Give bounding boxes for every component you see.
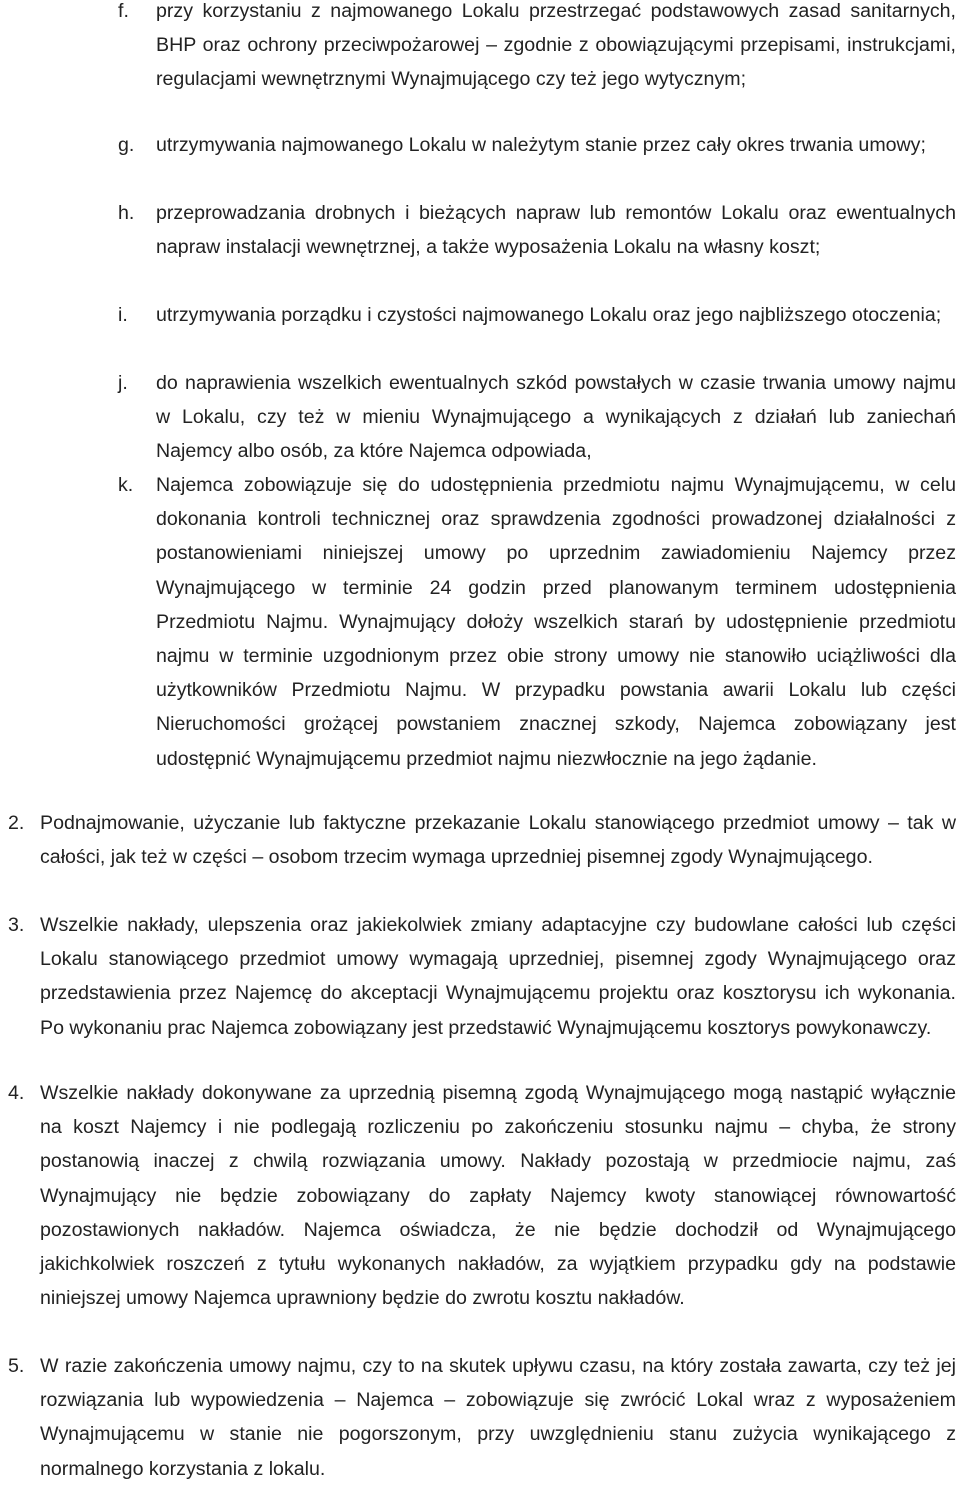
list-marker: j. xyxy=(118,372,128,394)
list-item-text: Wszelkie nakłady, ulepszenia oraz jakiekolwiek zmiany adaptacyjne czy budowlane całości lub części Lokalu stanowiącego przedmiot umowy wymagają uprzedniej, pisemnej zgody Wynajmującego oraz przedstawienia przez Najemcę do akceptacji Wynajmującemu projektu oraz kosztorysu ich wykonania. Po wykonaniu prac Najemca zobowiązany jest przedstawić Wynajmującemu kosztorys powykonawczy. xyxy=(40,914,956,1039)
list-marker: h. xyxy=(118,202,135,224)
list-item-text: przy korzystaniu z najmowanego Lokalu przestrzegać podstawowych zasad sanitarnych, BHP oraz ochrony przeciwpożarowej – zgodnie z obowiązującymi przepisami, instrukcjami, regulacjami wewnętrznymi Wynajmującego czy też jego wytycznym; xyxy=(156,0,956,91)
list-item-text: przeprowadzania drobnych i bieżących napraw lub remontów Lokalu oraz ewentualnych napraw instalacji wewnętrznej, a także wyposażenia Lokalu na własny koszt; xyxy=(156,202,956,259)
list-marker: k. xyxy=(118,474,134,496)
list-marker: 3. xyxy=(8,914,25,936)
list-item-text: utrzymywania najmowanego Lokalu w należytym stanie przez cały okres trwania umowy; xyxy=(156,134,926,156)
list-item-text: Wszelkie nakłady dokonywane za uprzednią pisemną zgodą Wynajmującego mogą nastąpić wyłącznie na koszt Najemcy i nie podlegają rozliczeniu po zakończeniu stosunku najmu – chyba, że strony postanowią inaczej z chwilą rozwiązania umowy. Nakłady pozostają w przedmiocie najmu, zaś Wynajmujący nie będzie zobowiązany do zapłaty Najemcy kwoty stanowiącej równowartość pozostawionych nakładów. Najemca oświadcza, że nie będzie dochodził od Wynajmującego jakichkolwiek roszczeń z tytułu wykonanych nakładów, za wyjątkiem przypadku gdy na podstawie niniejszej umowy Najemca uprawniony będzie do zwrotu kosztu nakładów. xyxy=(40,1082,956,1310)
list-marker: 5. xyxy=(8,1355,25,1377)
list-item-text: W razie zakończenia umowy najmu, czy to na skutek upływu czasu, na który została zawarta, czy też jej rozwiązania lub wypowiedzenia – Najemca – zobowiązuje się zwrócić Lokal wraz z wyposażeniem Wynajmującemu w stanie nie pogorszonym, przy uwzględnieniu stanu zużycia wynikającego z normalnego korzystania z lokalu. xyxy=(40,1355,956,1480)
list-item-text: utrzymywania porządku i czystości najmowanego Lokalu oraz jego najbliższego otoczenia; xyxy=(156,304,942,326)
list-item-text: Podnajmowanie, użyczanie lub faktyczne przekazanie Lokalu stanowiącego przedmiot umowy – tak w całości, jak też w części – osobom trzecim wymaga uprzedniej pisemnej zgody Wynajmującego. xyxy=(40,812,956,869)
list-marker: 4. xyxy=(8,1082,25,1104)
list-marker: f. xyxy=(118,0,129,22)
list-marker: g. xyxy=(118,134,135,156)
list-marker: i. xyxy=(118,304,128,326)
list-item-text: do naprawienia wszelkich ewentualnych szkód powstałych w czasie trwania umowy najmu w Lokalu, czy też w mieniu Wynajmującego a wynikających z działań lub zaniechań Najemcy albo osób, za które Najemca odpowiada, xyxy=(156,372,956,463)
list-item-text: Najemca zobowiązuje się do udostępnienia przedmiotu najmu Wynajmującemu, w celu dokonania kontroli technicznej oraz sprawdzenia zgodności prowadzonej działalności z postanowieniami niniejszej umowy po uprzednim zawiadomieniu Najemcy przez Wynajmującego w terminie 24 godzin przed planowanym terminem udostępnienia Przedmiotu Najmu. Wynajmujący dołoży wszelkich starań by udostępnienie przedmiotu najmu w terminie uzgodnionym przez obie strony umowy nie stanowiło uciążliwości dla użytkowników Przedmiotu Najmu. W przypadku powstania awarii Lokalu lub części Nieruchomości grożącej powstaniem znacznej szkody, Najemca zobowiązany jest udostępnić Wynajmującemu przedmiot najmu niezwłocznie na jego żądanie. xyxy=(156,474,956,770)
list-marker: 2. xyxy=(8,812,25,834)
